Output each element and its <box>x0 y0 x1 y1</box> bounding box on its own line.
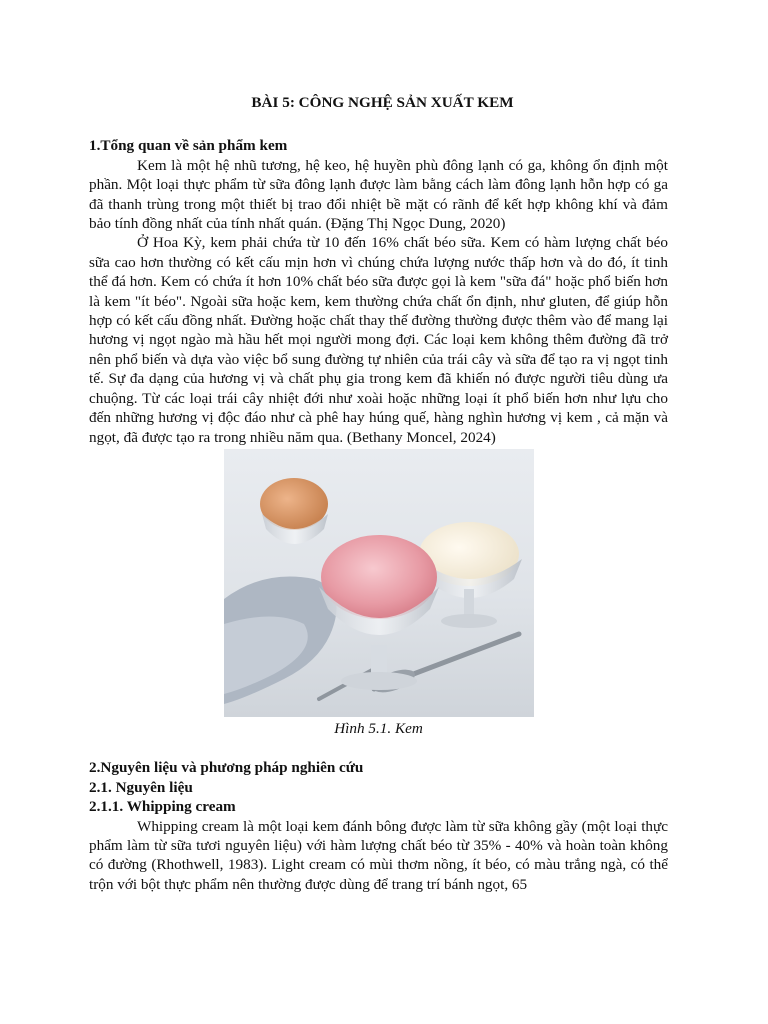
paragraph-whipping-cream: Whipping cream là một loại kem đánh bông được làm từ sữa không gầy (một loại thực phẩm làm từ sữa tươi nguyên liệu) với hàm lượng chất béo từ 35% - 40% và hoàn toàn không có đường (Rhothwell, 1983). Light cream có mùi thơm nồng, ít béo, có màu trắng ngà, có thể trộn với bột thực phẩm nên thường được dùng để trang trí bánh ngọt, 65 <box>89 817 668 893</box>
section-heading-materials: 2.Nguyên liệu và phương pháp nghiên cứu <box>89 759 364 777</box>
document-title: BÀI 5: CÔNG NGHỆ SẢN XUẤT KEM <box>251 94 514 111</box>
ice-cream-photo <box>224 449 534 717</box>
subsection-heading-whipping-cream: 2.1.1. Whipping cream <box>89 798 236 816</box>
paragraph-definition: Kem là một hệ nhũ tương, hệ keo, hệ huyền phù đông lạnh có ga, không ổn định một phần. Một loại thực phẩm từ sữa đông lạnh được làm bằng cách làm đông lạnh hỗn hợp có ga đã thanh trùng trong một thiết bị trao đổi nhiệt bề mặt có rãnh để kết hợp không khí và đảm bảo tính đồng nhất của tính nhất quán. (Đặng Thị Ngọc Dung, 2020) <box>89 156 668 233</box>
subsection-heading-materials: 2.1. Nguyên liệu <box>89 778 193 796</box>
figure-caption: Hình 5.1. Kem <box>334 719 423 737</box>
ice-cream-figure <box>89 449 668 717</box>
paragraph-usa-standards: Ở Hoa Kỳ, kem phải chứa từ 10 đến 16% chất béo sữa. Kem có hàm lượng chất béo sữa cao hơn thường có kết cấu mịn hơn vì chúng chứa lượng nước thấp hơn và do đó, ít tinh thể đá hơn. Kem có chứa ít hơn 10% chất béo sữa được gọi là kem "sữa đá" hoặc phổ biến hơn là kem "ít béo". Ngoài sữa hoặc kem, kem thường chứa chất ổn định, như gluten, để giúp hỗn hợp có kết cấu đồng nhất. Đường hoặc chất thay thế đường thường được thêm vào để mang lại hương vị ngọt ngào mà hầu hết mọi người mong đợi. Các loại kem không thêm đường đã trở nên phổ biến và dựa vào việc bổ sung đường tự nhiên của trái cây và sữa để tạo ra vị ngọt tinh tế. Sự đa dạng của hương vị và chất phụ gia trong kem đã khiến nó được người tiêu dùng ưa chuộng. Từ các loại trái cây nhiệt đới như xoài hoặc những loại ít phổ biến hơn như lựu cho đến những hương vị độc đáo như cà phê hay húng quế, hàng nghìn hương vị kem , cả mặn và ngọt, đã được tạo ra trong nhiều năm qua. (Bethany Moncel, 2024) <box>89 234 668 446</box>
section-heading-overview: 1.Tổng quan về sản phẩm kem <box>89 137 288 155</box>
